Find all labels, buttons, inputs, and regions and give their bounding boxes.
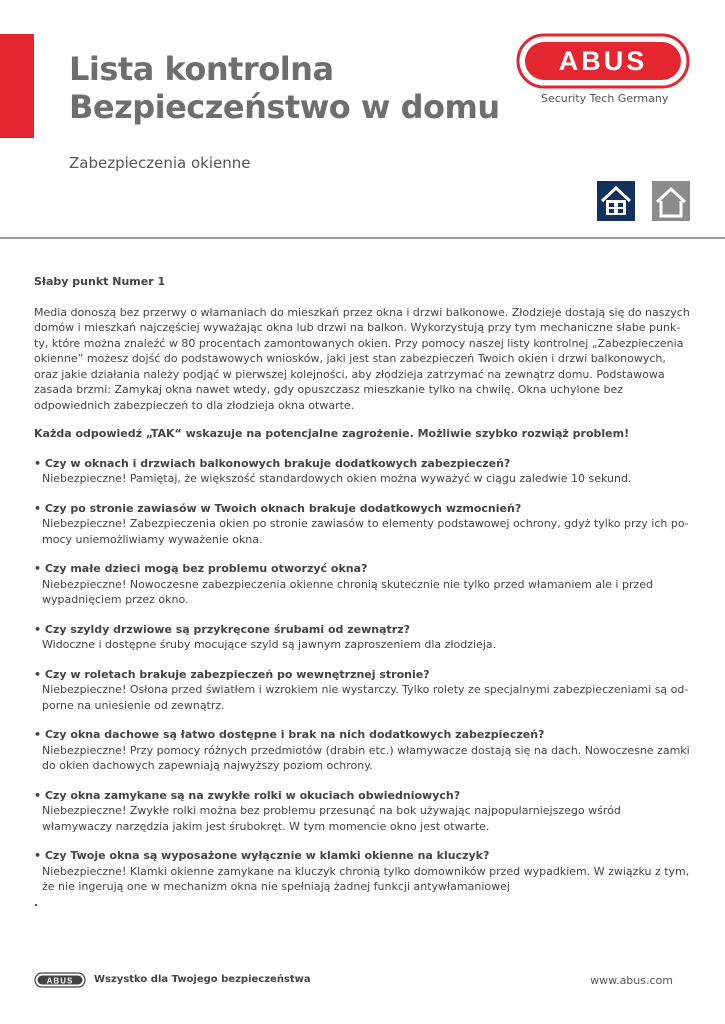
footer-abus-logo: [34, 972, 86, 988]
checklist-item: [34, 848, 690, 895]
checklist-item: [34, 456, 690, 487]
footer-logo-text: ABUS: [46, 976, 74, 986]
checklist-item: [34, 622, 690, 653]
checklist-item: [34, 561, 690, 608]
tagline: Security Tech Germany: [541, 92, 669, 105]
checklist-answer: Niebezpieczne! Osłona przed światłem i wzrokiem nie wystarczy. Tylko rolety ze specjalnymi zabezpieczeniami są odporne na uniesienie od zewnątrz.: [42, 683, 689, 712]
trailing-dot: .: [34, 895, 39, 909]
emphasis-note: Każda odpowiedź „TAK“ wskazuje na potencjalne zagrożenie. Możliwie szybko rozwiąż problem!: [34, 427, 630, 440]
checklist-answer: Widoczne i dostępne śruby mocujące szyld są jawnym zaproszeniem dla złodzieja.: [42, 638, 497, 651]
checklist-answer: Niebezpieczne! Zabezpieczenia okien po stronie zawiasów to elementy podstawowej ochrony, gdyż tylko przy ich pomocy uniemożliwiamy wyważenie okna.: [42, 517, 689, 546]
logo-text: ABUS: [558, 46, 648, 76]
section-heading: Słaby punkt Numer 1: [34, 275, 166, 288]
checklist-answer: Niebezpieczne! Zwykłe rolki można bez problemu przesunąć na bok używając najpopularniejszego wśród włamywaczy narzędzia jakim jest śrubokręt. W tym momencie okno jest otwarte.: [42, 804, 621, 833]
house-windows-icon: [597, 181, 635, 221]
title-line-1: Lista kontrolna: [69, 50, 334, 88]
title-line-2: Bezpieczeństwo w domu: [69, 88, 500, 126]
house-outline-icon: [652, 181, 690, 221]
checklist-question: • Czy okna dachowe są łatwo dostępne i brak na nich dodatkowych zabezpieczeń?: [34, 728, 545, 741]
checklist-answer: Niebezpieczne! Pamiętaj, że większość standardowych okien można wyważyć w ciągu zaledwie 10 sekund.: [42, 472, 632, 485]
checklist-question: • Czy po stronie zawiasów w Twoich oknach brakuje dodatkowych wzmocnień?: [34, 501, 522, 515]
checklist-question: • Czy Twoje okna są wyposażone wyłącznie w klamki okienne na kluczyk?: [34, 849, 490, 862]
checklist-answer: Niebezpieczne! Przy pomocy różnych przedmiotów (drabin etc.) włamywacze dostają się na dach. Nowoczesne zamki do okien dachowych zapewniają najwyższy poziom ochrony.: [42, 743, 690, 772]
checklist-item: [34, 667, 690, 714]
document-body: [34, 274, 690, 910]
footer-slogan: Wszystko dla Twojego bezpieczeństwa: [94, 974, 311, 985]
subtitle: Zabezpieczenia okienne: [69, 154, 251, 172]
checklist-question: • Czy w oknach i drzwiach balkonowych brakuje dodatkowych zabezpieczeń?: [34, 456, 511, 470]
checklist-answer: Niebezpieczne! Nowoczesne zabezpieczenia okienne chronią skutecznie nie tylko przed włamaniem ale i przed wypadnięciem przez okno.: [42, 577, 654, 606]
checklist-question: • Czy okna zamykane są na zwykłe rolki w okuciach obwiedniowych?: [34, 788, 461, 802]
checklist-question: • Czy małe dzieci mogą bez problemu otworzyć okna?: [34, 562, 368, 575]
checklist-item: [34, 788, 690, 835]
intro-paragraph: Media donoszą bez przerwy o włamaniach do mieszkań przez okna i drzwi balkonowe. Złodzieje dostają się do naszych domów i mieszkań najczęściej wyważając okna lub drzwi na balkon. Wykorzystują przy tym mechaniczne słabe punkty, które można znaleźć w 80 procentach zamontowanych okien. Przy pomocy naszej listy kontrolnej „Zabezpieczenia okienne” możesz dojść do podstawowych wniosków, jaki jest stan zabezpieczeń Twoich okien i drzwi balkonowych, oraz jakie działania należy podjąć w pierwszej kolejności, aby złodzieja zatrzymać na zewnątrz domu. Podstawowa zasada brzmi: Zamykaj okna nawet wtedy, gdy opuszczasz mieszkanie tylko na chwilę. Okna uchylone bez odpowiednich zabezpieczeń to dla złodzieja okna otwarte.: [34, 305, 690, 412]
checklist-answer: Niebezpieczne! Klamki okienne zamykane na kluczyk chronią tylko domowników przed wypadkiem. W związku z tym, że nie ingerują one w mechanizm okna nie spełniają żadnej funkcji antywłamaniowej: [42, 864, 690, 893]
checklist-question: • Czy w roletach brakuje zabezpieczeń po wewnętrznej stronie?: [34, 667, 430, 681]
checklist-question: • Czy szyldy drzwiowe są przykręcone śrubami od zewnątrz?: [34, 622, 410, 636]
checklist-item: [34, 727, 690, 774]
accent-bar: [0, 34, 34, 138]
abus-logo: [516, 33, 690, 89]
page-title: [69, 50, 500, 126]
footer-url[interactable]: www.abus.com: [590, 974, 673, 987]
header-divider: [0, 237, 725, 239]
checklist-item: [34, 501, 690, 548]
